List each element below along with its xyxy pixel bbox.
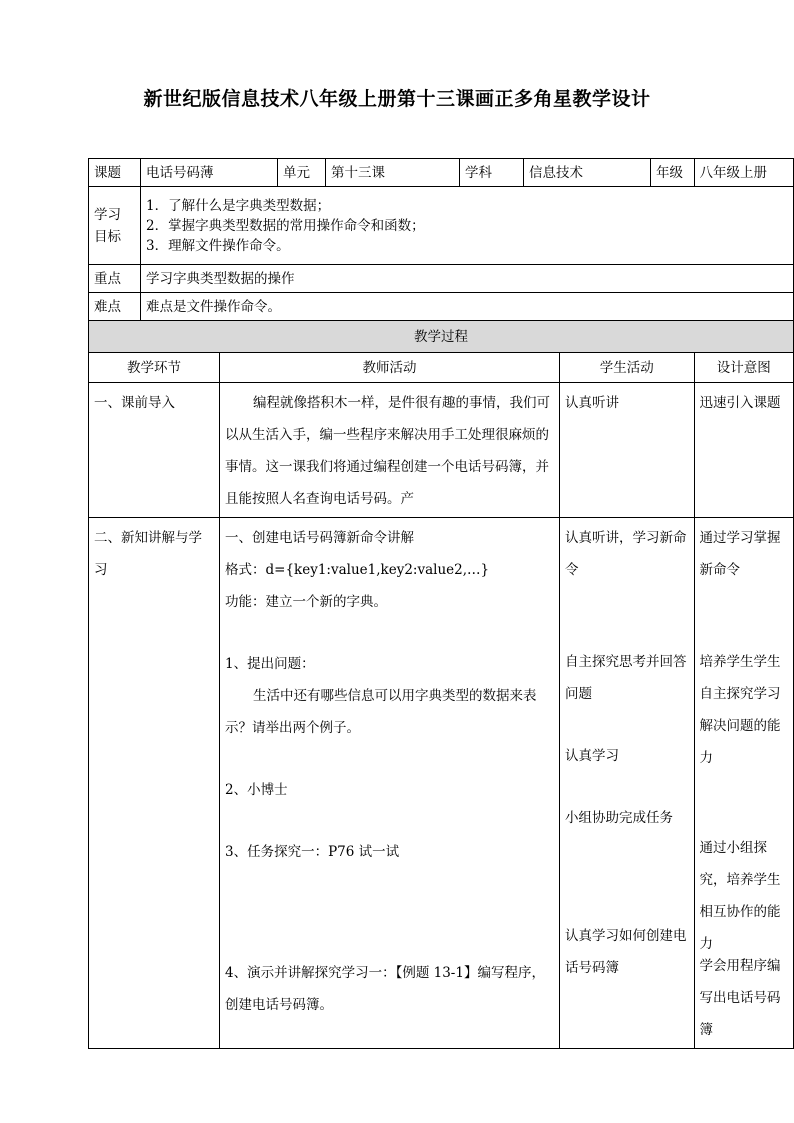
teacher-new — [220, 518, 560, 1049]
student-intro: 认真听讲 — [560, 383, 695, 518]
teacher-step: 2、小博士 — [225, 782, 288, 798]
intent-step: 通过小组探究，培养学生相互协作的能力 — [699, 840, 781, 952]
difficulty-label: 难点 — [89, 293, 141, 321]
process-heading-row — [89, 321, 794, 353]
intent-step: 培养学生学生自主探究学习解决问题的能力 — [699, 654, 781, 766]
header-teacher: 教师活动 — [220, 353, 560, 383]
intent-step: 通过学习掌握新命令 — [699, 530, 781, 578]
grade-value: 八年级上册 — [694, 159, 793, 187]
teacher-step: 功能：建立一个新的字典。 — [225, 594, 387, 610]
student-step: 认真听讲，学习新命令 — [565, 530, 687, 578]
intent-step: 学会用程序编写出电话号码簿 — [699, 958, 781, 1038]
goal-item: 1．了解什么是字典类型数据； — [146, 197, 331, 214]
stage-new: 二、新知讲解与学习 — [89, 518, 220, 1049]
teacher-step: 1、提出问题： — [225, 656, 315, 672]
header-student: 学生活动 — [560, 353, 695, 383]
student-new — [560, 518, 695, 1049]
stage-intro: 一、课前导入 — [89, 383, 220, 518]
key-point-text: 学习字典类型数据的操作 — [141, 265, 794, 293]
topic-value: 电话号码薄 — [141, 159, 278, 187]
teacher-step: 格式：d={key1:value1,key2:value2,…} — [225, 562, 490, 578]
info-row — [89, 159, 794, 187]
topic-label: 课题 — [89, 159, 141, 187]
difficulty-row — [89, 293, 794, 321]
lesson-plan-table — [88, 158, 794, 1049]
process-row-intro — [89, 383, 794, 518]
process-heading: 教学过程 — [89, 321, 794, 353]
teacher-step: 4、演示并讲解探究学习一：【例题 13-1】编写程序，创建电话号码簿。 — [225, 965, 545, 1013]
teacher-step: 生活中还有哪些信息可以用字典类型的数据来表示？请举出两个例子。 — [225, 688, 537, 736]
document-title: 新世纪版信息技术八年级上册第十三课画正多角星教学设计 — [143, 88, 651, 110]
subject-value: 信息技术 — [524, 159, 651, 187]
teacher-step: 一、创建电话号码簿新命令讲解 — [225, 530, 414, 546]
student-step: 认真学习 — [565, 748, 619, 764]
student-step: 认真学习如何创建电话号码簿 — [565, 928, 687, 976]
intent-new — [694, 518, 793, 1049]
header-intent: 设计意图 — [694, 353, 793, 383]
grade-label: 年级 — [651, 159, 695, 187]
teacher-step: 3、任务探究一：P76 试一试 — [225, 844, 400, 860]
goal-item: 2．掌握字典类型数据的常用操作命令和函数； — [146, 217, 425, 234]
difficulty-text: 难点是文件操作命令。 — [141, 293, 794, 321]
goals-row — [89, 187, 794, 265]
process-header-row — [89, 353, 794, 383]
key-point-row — [89, 265, 794, 293]
student-step: 小组协助完成任务 — [565, 810, 673, 826]
key-point-label: 重点 — [89, 265, 141, 293]
header-stage: 教学环节 — [89, 353, 220, 383]
unit-value: 第十三课 — [326, 159, 460, 187]
teacher-intro: 编程就像搭积木一样，是件很有趣的事情，我们可以从生活入手，编一些程序来解决用手工处理很麻烦的事情。这一课我们将通过编程创建一个电话号码簿，并且能按照人名查询电话号码。产 — [220, 383, 560, 518]
goals-list — [141, 187, 794, 265]
intent-intro: 迅速引入课题 — [694, 383, 793, 518]
unit-label: 单元 — [278, 159, 326, 187]
student-step: 自主探究思考并回答问题 — [565, 654, 687, 702]
process-row-new — [89, 518, 794, 1049]
goals-label: 学习 目标 — [89, 187, 141, 265]
subject-label: 学科 — [460, 159, 524, 187]
goal-item: 3．理解文件操作命令。 — [146, 237, 290, 254]
